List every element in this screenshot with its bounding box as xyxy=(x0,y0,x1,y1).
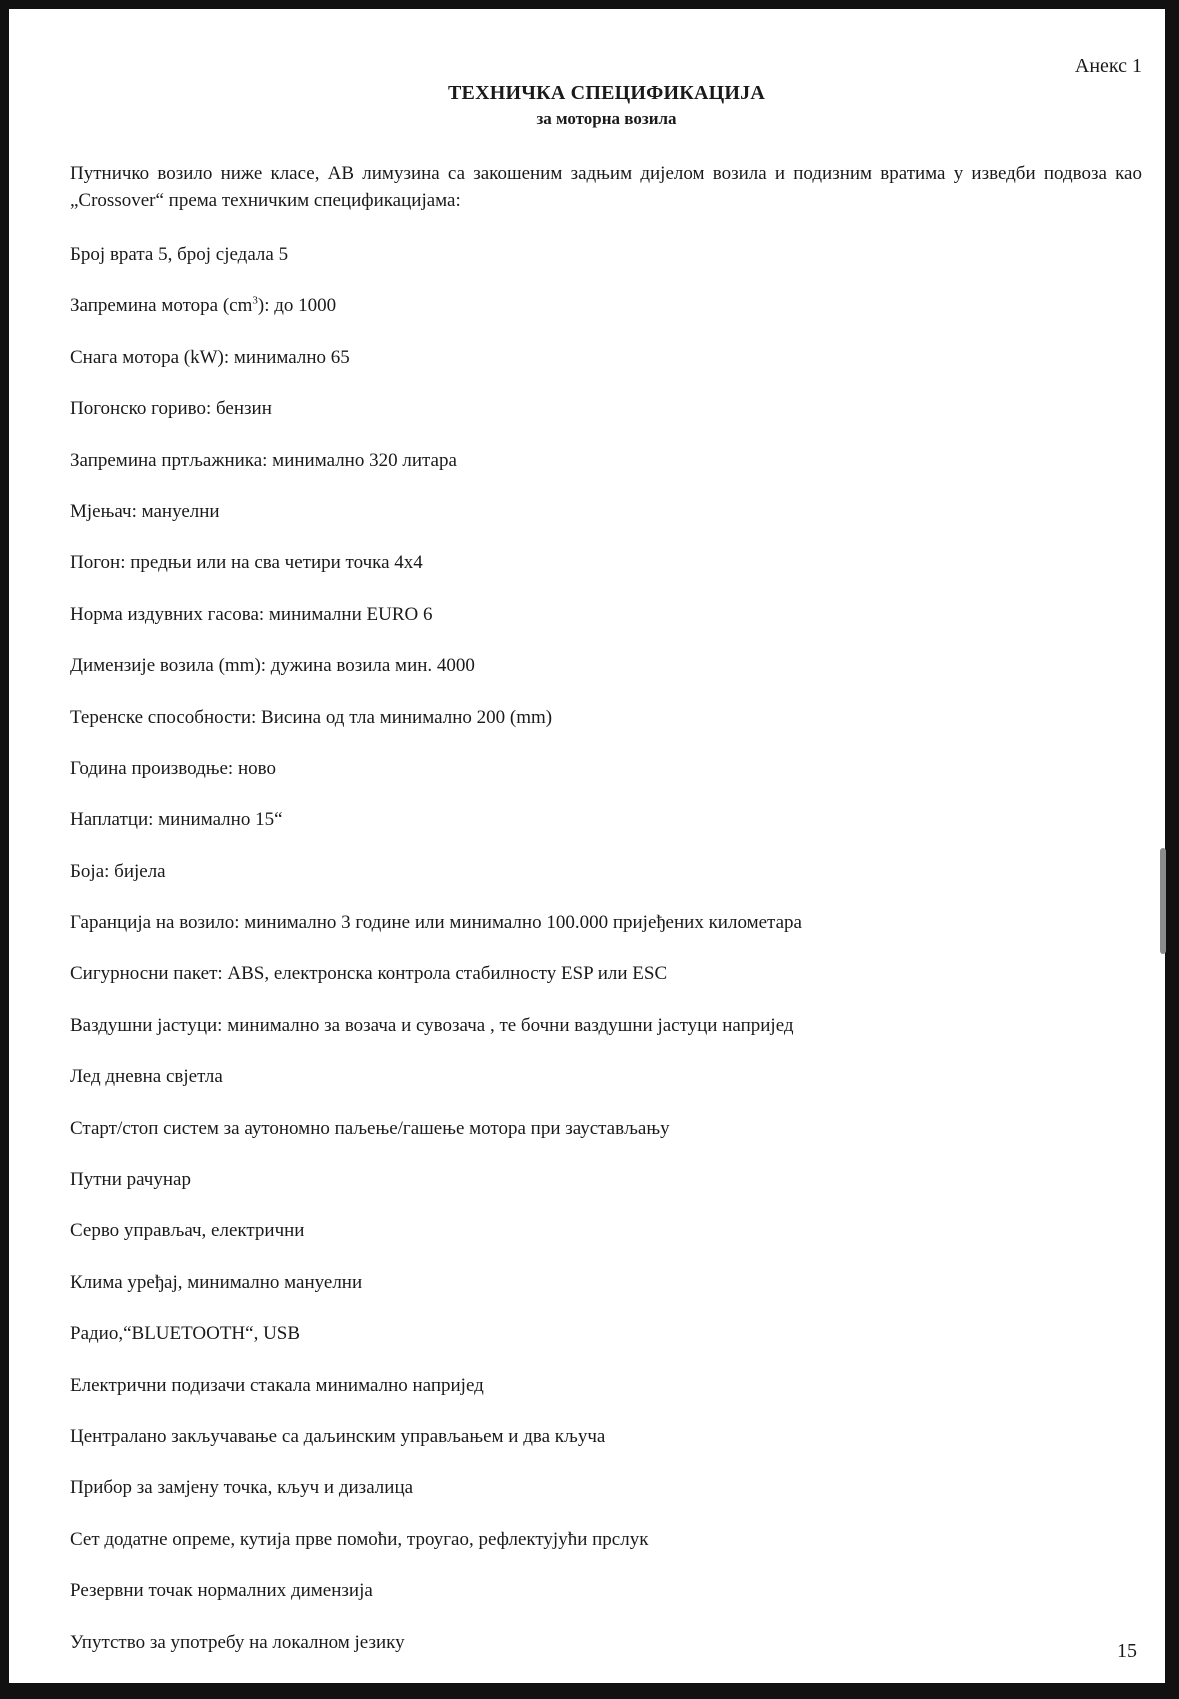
spec-item-power-steering: Серво управљач, електрични xyxy=(70,1220,305,1242)
spec-item-central-locking: Централано закључавање са даљинским управљањем и два кључа xyxy=(70,1425,606,1447)
spec-item-doors: Број врата 5, број сједала 5 xyxy=(70,244,289,265)
spec-item-gearbox: Мјењач: мануелни xyxy=(70,500,220,522)
scrollbar-thumb[interactable] xyxy=(1160,848,1166,954)
spec-item-start-stop: Старт/стоп систем за аутономно паљење/гашење мотора при заустављању xyxy=(70,1117,670,1139)
spec-item-fuel: Погонско гориво: бензин xyxy=(70,398,272,420)
spec-item-spare-wheel: Резервни точак нормалних димензија xyxy=(70,1580,373,1602)
spec-item-dimensions: Димензије возила (mm): дужина возила мин. 4000 xyxy=(70,655,475,677)
spec-item-year: Година производње: ново xyxy=(70,757,276,779)
engine-volume-label: Запремина мотора (cm xyxy=(70,295,253,317)
spec-item-trip-computer: Путни рачунар xyxy=(70,1169,191,1191)
annex-label: Анекс 1 xyxy=(1074,55,1142,77)
spec-item-airbags: Ваздушни јастуци: минимално за возача и сувозача , те бочни ваздушни јастуци напријед xyxy=(70,1014,794,1036)
page-number: 15 xyxy=(1117,1640,1137,1662)
spec-item-rims: Наплатци: минимално 15“ xyxy=(70,809,283,831)
spec-item-windows: Електрични подизачи стакала минимално напријед xyxy=(70,1374,484,1396)
spec-item-safety: Сигурносни пакет: ABS, електронска контрола стабилносту ESP или ESC xyxy=(70,963,668,985)
spec-item-engine-volume xyxy=(70,293,802,344)
engine-volume-superscript: 3 xyxy=(252,295,258,308)
spec-item-emissions: Норма издувних гасова: минимални EURO 6 xyxy=(70,603,433,625)
spec-item-drive: Погон: предњи или на сва четири точка 4x4 xyxy=(70,552,423,574)
spec-item-color: Боја: бијела xyxy=(70,860,166,882)
spec-list xyxy=(70,242,802,1681)
intro-paragraph: Путничко возило ниже класе, АВ лимузина са закошеним задњим дијелом возила и подизним вратима у изведби подвоза као „Crossover“ према техничким спецификацијама: xyxy=(70,163,1142,211)
spec-item-trunk: Запремина пртљажника: минимално 320 литара xyxy=(70,449,457,471)
spec-item-manual: Упутство за употребу на локалном језику xyxy=(70,1631,405,1653)
spec-item-warranty: Гаранција на возило: минимално 3 године или минимално 100.000 пријеђених километара xyxy=(70,912,802,934)
spec-item-led-lights: Лед дневна свјетла xyxy=(70,1066,223,1088)
spec-item-wheel-kit: Прибор за замјену точка, кључ и дизалица xyxy=(70,1477,414,1499)
spec-item-engine-power: Снага мотора (kW): минимално 65 xyxy=(70,346,350,368)
document-title: ТЕХНИЧКА СПЕЦИФИКАЦИЈА xyxy=(448,82,765,104)
spec-item-safety-kit: Сет додатне опреме, кутија прве помоћи, троугао, рефлектујући прслук xyxy=(70,1528,649,1550)
engine-volume-value: ): до 1000 xyxy=(257,295,337,317)
spec-item-offroad: Теренске способности: Висина од тла минимално 200 (mm) xyxy=(70,706,553,728)
document-subtitle: за моторна возила xyxy=(536,109,677,128)
spec-item-radio: Радио,“BLUETOOTH“, USB xyxy=(70,1323,301,1345)
spec-item-ac: Клима уређај, минимално мануелни xyxy=(70,1271,363,1293)
